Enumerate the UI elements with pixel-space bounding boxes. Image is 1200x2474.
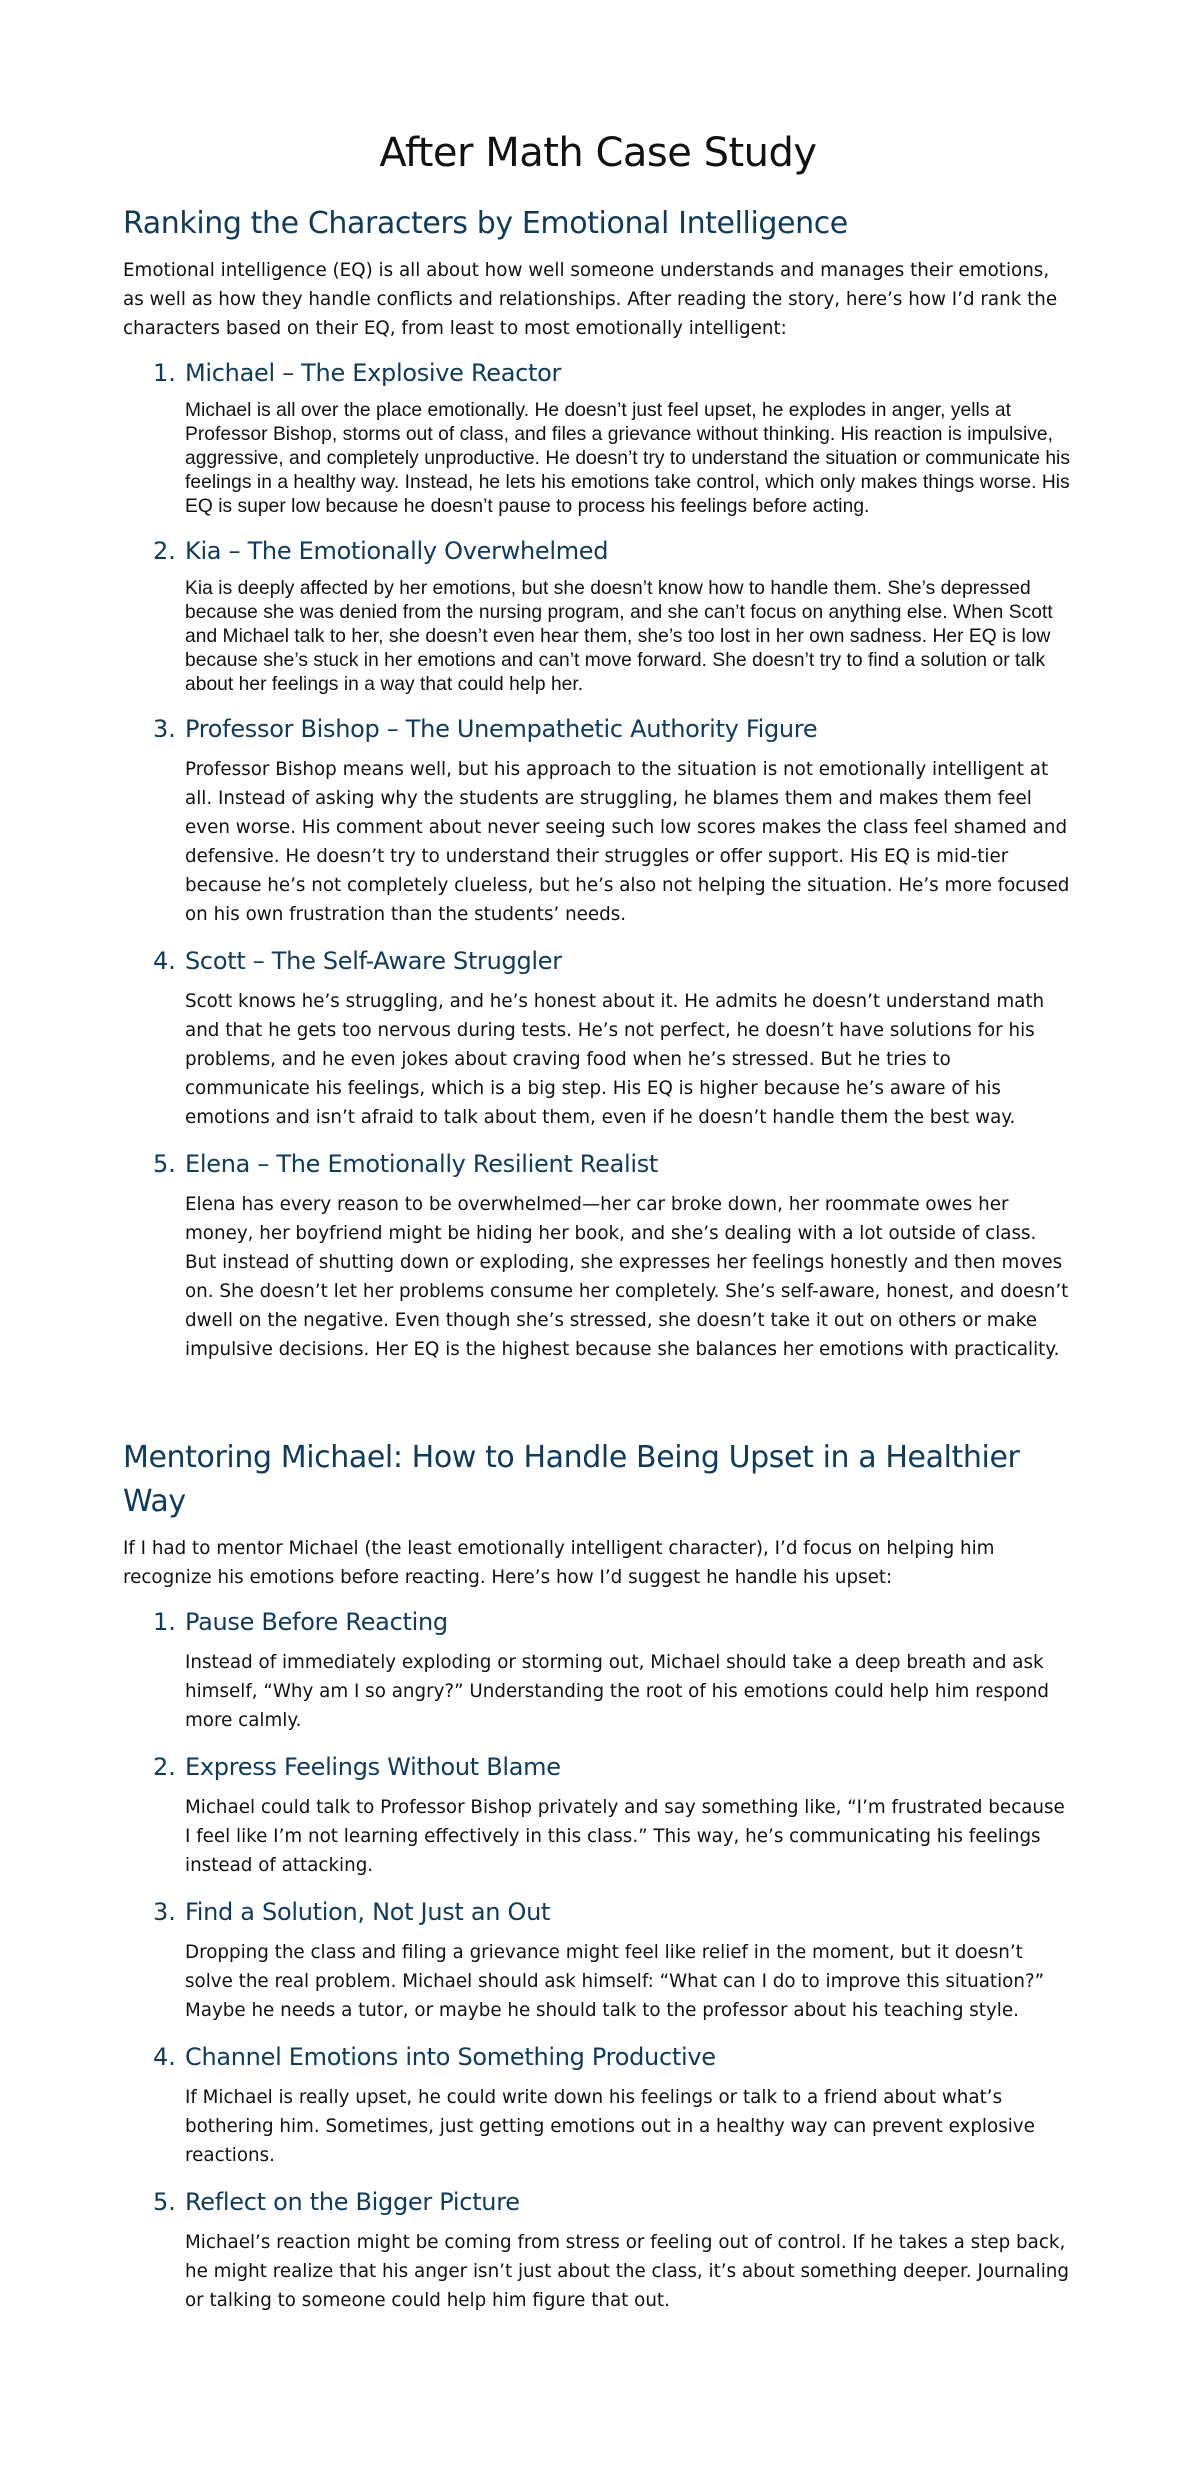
list-number: 1. [153,359,176,387]
list-number: 3. [153,715,176,743]
mentoring-item-body: If Michael is really upset, he could write down his feelings or talk to a friend about what’s bothering him. Sometimes, just getting emotions out in a healthy way can prevent explosive reactions. [185,2087,1035,2166]
list-number: 4. [153,2043,176,2071]
mentoring-intro: If I had to mentor Michael (the least emotionally intelligent character), I’d focus on helping him recognize his emotions before reacting. Here’s how I’d suggest he handle his upset: [123,1538,995,1588]
ranking-item-kia [123,533,1073,697]
mentoring-item-heading: Reflect on the Bigger Picture [185,2188,520,2216]
list-number: 2. [153,537,176,565]
ranking-item-heading: Kia – The Emotionally Overwhelmed [185,537,609,565]
ranking-list [123,355,1073,1364]
mentoring-section [123,1436,1073,2315]
ranking-section [123,202,1073,1364]
ranking-item-body: Professor Bishop means well, but his approach to the situation is not emotionally intelligent at all. Instead of asking why the students are struggling, he blames them and makes them feel even worse. His comment about never seeing such low scores makes the class feel shamed and defensive. He doesn’t try to understand their struggles or offer support. His EQ is mid-tier because he’s not completely clueless, but he’s also not helping the situation. He’s more focused on his own frustration than the students’ needs. [185,759,1070,925]
list-number: 3. [153,1898,176,1926]
document-page [123,118,1073,2329]
mentoring-item-body: Instead of immediately exploding or storming out, Michael should take a deep breath and ask himself, “Why am I so angry?” Understanding the root of his emotions could help him respond more calmly. [185,1652,1050,1731]
ranking-item-scott [123,943,1073,1132]
mentoring-item-heading: Express Feelings Without Blame [185,1753,561,1781]
list-number: 2. [153,1753,176,1781]
mentoring-item [123,2039,1073,2170]
mentoring-item-body: Michael could talk to Professor Bishop privately and say something like, “I’m frustrated because I feel like I’m not learning effectively in this class.” This way, he’s communicating his feelings instead of attacking. [185,1797,1065,1876]
mentoring-item [123,2184,1073,2315]
ranking-item-heading: Scott – The Self-Aware Struggler [185,947,562,975]
mentoring-item-body: Dropping the class and filing a grievance might feel like relief in the moment, but it doesn’t solve the real problem. Michael should ask himself: “What can I do to improve this situation?” Maybe he needs a tutor, or maybe he should talk to the professor about his teaching style. [185,1942,1045,2021]
mentoring-list [123,1604,1073,2315]
list-number: 4. [153,947,176,975]
ranking-item-professor-bishop [123,711,1073,929]
mentoring-item-heading: Pause Before Reacting [185,1608,448,1636]
ranking-heading: Ranking the Characters by Emotional Intelligence [123,206,848,241]
mentoring-heading: Mentoring Michael: How to Handle Being Upset in a Healthier Way [123,1440,1020,1519]
mentoring-item-heading: Channel Emotions into Something Productive [185,2043,716,2071]
ranking-item-heading: Professor Bishop – The Unempathetic Authority Figure [185,715,818,743]
mentoring-item-heading: Find a Solution, Not Just an Out [185,1898,551,1926]
ranking-intro: Emotional intelligence (EQ) is all about how well someone understands and manages their emotions, as well as how they handle conflicts and relationships. After reading the story, here’s how I’d rank the characters based on their EQ, from least to most emotionally intelligent: [123,260,1058,339]
list-number: 5. [153,2188,176,2216]
ranking-item-heading: Elena – The Emotionally Resilient Realist [185,1150,659,1178]
ranking-item-body: Scott knows he’s struggling, and he’s honest about it. He admits he doesn’t understand math and that he gets too nervous during tests. He’s not perfect, he doesn’t have solutions for his problems, and he even jokes about craving food when he’s stressed. But he tries to communicate his feelings, which is a big step. His EQ is higher because he’s aware of his emotions and isn’t afraid to talk about them, even if he doesn’t handle them the best way. [185,991,1045,1128]
document-title: After Math Case Study [379,130,817,176]
list-number: 1. [153,1608,176,1636]
ranking-item-body: Elena has every reason to be overwhelmed—her car broke down, her roommate owes her money, her boyfriend might be hiding her book, and she’s dealing with a lot outside of class. But instead of shutting down or exploding, she expresses her feelings honestly and then moves on. She doesn’t let her problems consume her completely. She’s self-aware, honest, and doesn’t dwell on the negative. Even though she’s stressed, she doesn’t take it out on others or make impulsive decisions. Her EQ is the highest because she balances her emotions with practicality. [185,1194,1069,1360]
ranking-item-michael [123,355,1073,519]
ranking-item-body: Michael is all over the place emotionally. He doesn’t just feel upset, he explodes in anger, yells at Professor Bishop, storms out of class, and files a grievance without thinking. His reaction is impulsive, aggressive, and completely unproductive. He doesn’t try to understand the situation or communicate his feelings in a healthy way. Instead, he lets his emotions take control, which only makes things worse. His EQ is super low because he doesn’t pause to process his feelings before acting. [185,400,1071,517]
ranking-item-elena [123,1146,1073,1364]
mentoring-item-body: Michael’s reaction might be coming from stress or feeling out of control. If he takes a step back, he might realize that his anger isn’t just about the class, it’s about something deeper. Journaling or talking to someone could help him figure that out. [185,2232,1069,2311]
ranking-item-body: Kia is deeply affected by her emotions, but she doesn’t know how to handle them. She’s depressed because she was denied from the nursing program, and she can’t focus on anything else. When Scott and Michael talk to her, she doesn’t even hear them, she’s too lost in her own sadness. Her EQ is low because she’s stuck in her emotions and can’t move forward. She doesn’t try to find a solution or talk about her feelings in a way that could help her. [185,578,1053,695]
mentoring-item [123,1604,1073,1735]
ranking-item-heading: Michael – The Explosive Reactor [185,359,562,387]
mentoring-item [123,1749,1073,1880]
list-number: 5. [153,1150,176,1178]
mentoring-item [123,1894,1073,2025]
